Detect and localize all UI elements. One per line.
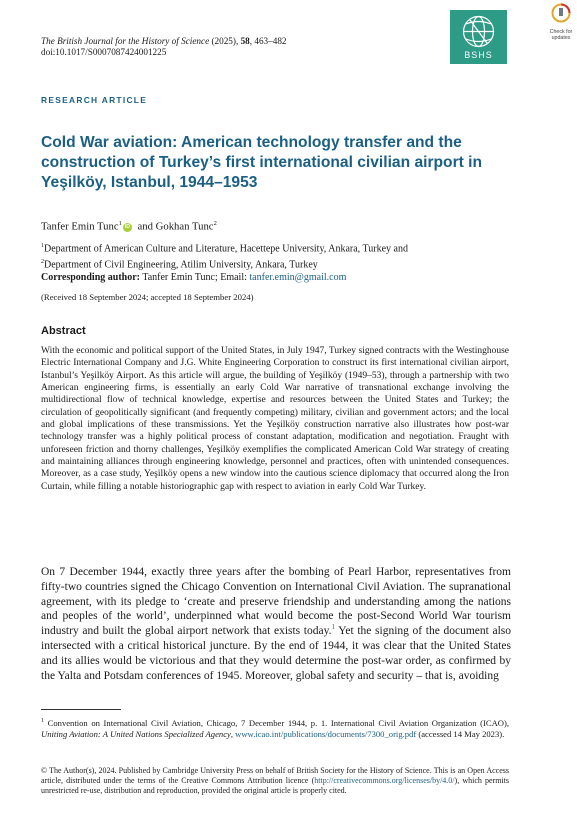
check-updates-icon <box>551 3 571 23</box>
footnote-text-3: (accessed 14 May 2023). <box>416 728 505 739</box>
body-part-2: Yet the signing of the document also intersected with a critical historical juncture. By the end of 1944, it was clear that the United States and its allies would be victorious and that they would determine the post-war order, as confirmed by the Yalta and Potsdam conferences of 1945. Moreover, global safety and security – that is, avoiding <box>41 625 511 682</box>
affiliations <box>41 240 408 284</box>
license-link[interactable]: http://creativecommons.org/licenses/by/4.0/ <box>314 776 455 786</box>
footnote-italic: Uniting Aviation: A United Nations Specialized Agency <box>41 728 231 739</box>
abstract-text: With the economic and political support of the United States, in July 1947, Turkey signed contracts with the Westinghouse Electric International Company and J.G. White Engineering Corporation to construct its first international civilian airport, Istanbul’s Yeşilköy Airport. As this article will argue, the building of Yeşilköy (1949–53), through a partnership with two American engineering firms, is essentially an early Cold War narrative of transnational exchange involving the multidirectional flow of technical knowledge, expertise and resources between the United States and Turkey; the circulation of geopolitically significant (and frequently competing) military, civilian and government actors; and the local and global implications of these transmissions. Yet the Yeşilköy construction narrative also illustrates how post-war technology transfer was a highly political process of constant adaptation, modification and negotiation. Fraught with unforeseen friction and thorny challenges, Yeşilköy exemplifies the complicated American Cold War strategy of creating and maintaining alliances through engineering knowledge, personnel and practices, often with unintended consequences. Moreover, as a case study, Yeşilköy opens a new window into the cautious science diplomacy that occurred along the Iron Curtain, while filling a notable historiographic gap with respect to aviation in early Cold War Turkey. <box>41 346 509 492</box>
orcid-icon[interactable]: iD <box>124 223 131 230</box>
footnote-divider <box>41 709 121 710</box>
body-text <box>41 565 511 683</box>
license-text-2: ), which permits unrestricted re-use, distribution and reproduction, provided the original article is properly cited. <box>41 776 509 796</box>
bshs-logo-text: BSHS <box>464 50 493 60</box>
corresponding-label: Corresponding author: <box>41 271 140 283</box>
corresponding-email-link[interactable]: tanfer.emin@gmail.com <box>249 271 347 283</box>
received-dates: (Received 18 September 2024; accepted 18 September 2024) <box>41 292 254 302</box>
author-list <box>41 217 217 234</box>
author-first-affil: 1 <box>118 220 122 227</box>
check-updates-label: Check for updates <box>549 29 573 41</box>
journal-volume: 58 <box>240 36 250 46</box>
article-title: Cold War aviation: American technology transfer and the construction of Turkey’s first international civilian airport in Yeşilköy, Istanbul, 1944–1953 <box>41 134 483 191</box>
article-type: RESEARCH ARTICLE <box>41 95 148 105</box>
corresponding-text: Tanfer Emin Tunc; Email: <box>140 271 250 283</box>
affil-1: Department of American Culture and Literature, Hacettepe University, Ankara, Turkey and <box>44 243 408 255</box>
license-text-1: © The Author(s), 2024. Published by Cambridge University Press on behalf of British Society for the History of Science. This is an Open Access article, distributed under the terms of the Creative Commons Attribution licence ( <box>41 766 509 786</box>
author-second[interactable]: Gokhan Tunc <box>155 220 214 233</box>
bshs-logo[interactable] <box>450 10 507 64</box>
abstract-heading: Abstract <box>41 325 86 337</box>
check-for-updates-button[interactable] <box>548 3 574 41</box>
journal-pages: , 463–482 <box>249 36 287 46</box>
journal-header <box>41 36 287 58</box>
journal-doi[interactable]: doi:10.1017/S0007087424001225 <box>41 47 167 57</box>
license-notice <box>41 766 509 797</box>
bshs-globe-icon <box>461 14 496 49</box>
journal-year: (2025), <box>209 36 241 46</box>
footnote-link[interactable]: www.icao.int/publications/documents/7300_orig.pdf <box>235 728 417 739</box>
affil-2: Department of Civil Engineering, Atilim University, Ankara, Turkey <box>44 259 318 271</box>
footnote-text-2: , <box>230 728 236 739</box>
footnote-number: 1 <box>41 718 44 724</box>
affil-2-sup: 2 <box>41 258 44 265</box>
body-part-1: On 7 December 1944, exactly three years after the bombing of Pearl Harbor, representatives from fifty-two countries signed the Chicago Convention on International Civil Aviation. The supranational agreement, with its pledge to ‘create and preserve friendship and understanding among the nations and peoples of the world’, underpinned what would become the post-Second World War tourism industry and built the global airport network that exists today. <box>41 566 511 638</box>
footnote-1 <box>41 716 509 740</box>
author-second-affil: 2 <box>213 220 217 227</box>
author-first[interactable]: Tanfer Emin Tunc <box>41 220 119 233</box>
author-conj: and <box>134 220 156 233</box>
affil-1-sup: 1 <box>41 243 44 249</box>
journal-name: The British Journal for the History of Science <box>41 36 210 46</box>
footnote-ref-1[interactable]: 1 <box>331 623 335 632</box>
footnote-text-1: Convention on International Civil Aviation, Chicago, 7 December 1944, p. 1. International Civil Aviation Organization (ICAO), <box>44 717 509 728</box>
